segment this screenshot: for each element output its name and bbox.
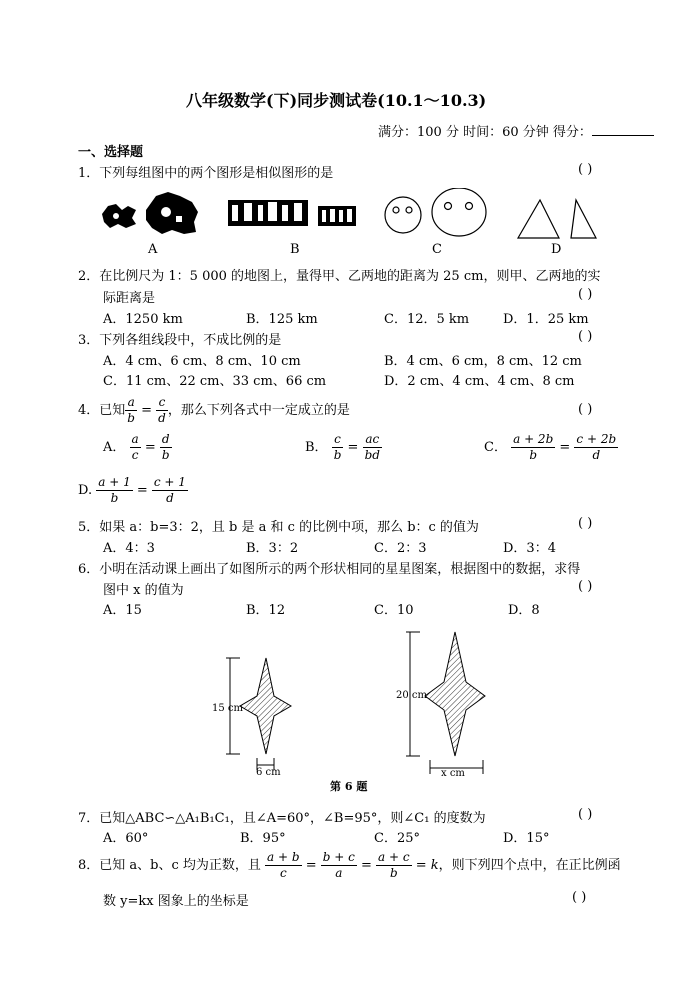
q7-option-d: D．15° bbox=[503, 831, 550, 846]
option-letter: A． bbox=[103, 440, 126, 455]
label-d: D bbox=[551, 242, 562, 257]
q3-option-a: A．4 cm、6 cm、8 cm、10 cm bbox=[103, 354, 301, 369]
q5-option-b: B．3：2 bbox=[246, 541, 299, 556]
fraction: $\frac{b + c}{a}$ bbox=[322, 850, 355, 880]
answer-paren: ( ) bbox=[578, 402, 593, 417]
q5-option-a: A．4：3 bbox=[103, 541, 155, 556]
answer-paren: ( ) bbox=[578, 287, 593, 302]
fraction: $\frac{a + b}{c}$ bbox=[267, 850, 300, 880]
q2-option-a: A．1250 km bbox=[103, 312, 183, 327]
answer-paren: ( ) bbox=[572, 890, 587, 905]
answer-paren: ( ) bbox=[578, 579, 593, 594]
q-text: 下列各组线段中，不成比例的是 bbox=[99, 333, 282, 348]
large-star bbox=[406, 632, 485, 774]
q-number: 4． bbox=[78, 403, 100, 418]
fraction: $\frac{a}{c}$ bbox=[131, 432, 139, 462]
q-number: 7． bbox=[78, 811, 100, 826]
meta-text: 满分：100 分 时间：60 分钟 得分： bbox=[378, 125, 592, 140]
q4-option-b: B． $\frac{c}{b}$ = $\frac{ac}{bd}$ bbox=[305, 432, 380, 462]
label-20cm: 20 cm bbox=[396, 690, 427, 701]
answer-paren: ( ) bbox=[578, 162, 593, 177]
fraction: $\frac{d}{b}$ bbox=[161, 432, 170, 462]
q7-option-b: B．95° bbox=[240, 831, 286, 846]
q-text-post: ，那么下列各式中一定成立的是 bbox=[167, 403, 350, 418]
q-number: 3． bbox=[78, 333, 100, 348]
answer-paren: ( ) bbox=[578, 516, 593, 531]
q3-option-c: C．11 cm、22 cm、33 cm、66 cm bbox=[103, 374, 327, 389]
answer-paren: ( ) bbox=[578, 329, 593, 344]
q2-option-c: C．12．5 km bbox=[384, 312, 470, 327]
q1-figures bbox=[96, 188, 616, 260]
label-xcm: x cm bbox=[441, 768, 465, 779]
q4-option-c: C． $\frac{a + 2b}{b}$ = $\frac{c + 2b}{d}$ bbox=[484, 432, 617, 462]
q-number: 8． bbox=[78, 858, 100, 873]
option-letter: D. bbox=[78, 483, 93, 498]
question-1 bbox=[78, 162, 333, 181]
q8-line2: 数 y=kx 图象上的坐标是 bbox=[103, 894, 249, 909]
q6-option-a: A．15 bbox=[103, 603, 142, 618]
page-title: 八年级数学(下)同步测试卷(10.1～10.3) bbox=[186, 91, 487, 110]
figure-caption: 第 6 题 bbox=[330, 780, 368, 793]
score-blank bbox=[592, 122, 654, 136]
q7-option-c: C．25° bbox=[374, 831, 420, 846]
q5-option-d: D．3：4 bbox=[503, 541, 556, 556]
q-text: 在比例尺为 1：5 000 的地图上，量得甲、乙两地的距离为 25 cm，则甲、乙两地的实 bbox=[99, 269, 601, 284]
q-number: 5． bbox=[78, 520, 100, 535]
q6-line2: 图中 x 的值为 bbox=[103, 583, 184, 598]
fraction: $\frac{c}{b}$ bbox=[333, 432, 342, 462]
q6-option-d: D．8 bbox=[508, 603, 540, 618]
small-star bbox=[226, 658, 291, 770]
q-number: 1． bbox=[78, 166, 100, 181]
fraction-c-d: $\frac{c}{d}$ bbox=[158, 395, 166, 425]
section-heading: 一、选择题 bbox=[78, 145, 144, 160]
fraction: $\frac{a + c}{b}$ bbox=[378, 850, 410, 880]
question-3 bbox=[78, 329, 281, 348]
fraction-a-b: $\frac{a}{b}$ bbox=[127, 395, 135, 425]
q6-option-b: B．12 bbox=[246, 603, 286, 618]
question-7 bbox=[78, 807, 486, 826]
fraction: $\frac{a + 2b}{b}$ bbox=[513, 432, 554, 462]
label-b: B bbox=[290, 242, 300, 257]
q4-option-a: A． $\frac{a}{c}$ = $\frac{d}{b}$ bbox=[103, 432, 170, 462]
q2-line2: 际距离是 bbox=[103, 291, 156, 306]
question-2 bbox=[78, 265, 600, 284]
label-6cm: 6 cm bbox=[256, 767, 281, 778]
q-text: 如果 a：b=3：2，且 b 是 a 和 c 的比例中项，那么 b：c 的值为 bbox=[99, 520, 479, 535]
fraction: $\frac{a + 1}{b}$ bbox=[98, 475, 131, 505]
answer-paren: ( ) bbox=[578, 807, 593, 822]
q-text-post: ，则下列四个点中，在正比例函 bbox=[438, 858, 621, 873]
q4-option-d: D. $\frac{a + 1}{b}$ = $\frac{c + 1}{d}$ bbox=[78, 475, 186, 505]
q6-figure bbox=[200, 628, 500, 798]
q-text-pre: 已知 a、b、c 均为正数，且 bbox=[99, 858, 261, 873]
option-letter: C． bbox=[484, 440, 507, 455]
fraction: $\frac{c + 2b}{d}$ bbox=[576, 432, 617, 462]
figure-c bbox=[385, 188, 486, 236]
q5-option-c: C．2：3 bbox=[374, 541, 427, 556]
q-number: 2． bbox=[78, 269, 100, 284]
q3-option-b: B．4 cm、6 cm，8 cm、12 cm bbox=[384, 354, 582, 369]
figure-d bbox=[518, 200, 596, 238]
q3-option-d: D．2 cm、4 cm、4 cm、8 cm bbox=[384, 374, 575, 389]
label-a: A bbox=[148, 242, 158, 257]
exam-meta bbox=[378, 121, 654, 140]
q2-option-d: D．1．25 km bbox=[503, 312, 589, 327]
figure-b bbox=[228, 200, 356, 226]
question-8: 8．已知 a、b、c 均为正数，且 $\frac{a + b}{c}$ = $\frac{b + c}{a}$ = $\frac{a + c}{b}$ = k，则下列四个点中，在正比例函 bbox=[78, 850, 621, 880]
q2-option-b: B．125 km bbox=[246, 312, 318, 327]
question-6 bbox=[78, 558, 580, 577]
figure-a bbox=[102, 192, 198, 234]
label-15cm: 15 cm bbox=[212, 703, 243, 714]
q-number: 6． bbox=[78, 562, 100, 577]
label-c: C bbox=[432, 242, 442, 257]
q-text: 下列每组图中的两个图形是相似图形的是 bbox=[99, 166, 334, 181]
option-letter: B． bbox=[305, 440, 328, 455]
question-4: 4．已知 $\frac{a}{b}$ = $\frac{c}{d}$ ，那么下列各式中一定成立的是 bbox=[78, 395, 350, 425]
q-text-pre: 已知 bbox=[99, 403, 126, 418]
question-5 bbox=[78, 516, 479, 535]
fraction: $\frac{c + 1}{d}$ bbox=[153, 475, 186, 505]
fraction: $\frac{ac}{bd}$ bbox=[364, 432, 380, 462]
q-text: 小明在活动课上画出了如图所示的两个形状相同的星星图案，根据图中的数据，求得 bbox=[99, 562, 581, 577]
q-text: 已知△ABC∽△A₁B₁C₁，且∠A=60°，∠B=95°，则∠C₁ 的度数为 bbox=[99, 811, 486, 826]
q6-option-c: C．10 bbox=[374, 603, 414, 618]
q7-option-a: A．60° bbox=[103, 831, 149, 846]
